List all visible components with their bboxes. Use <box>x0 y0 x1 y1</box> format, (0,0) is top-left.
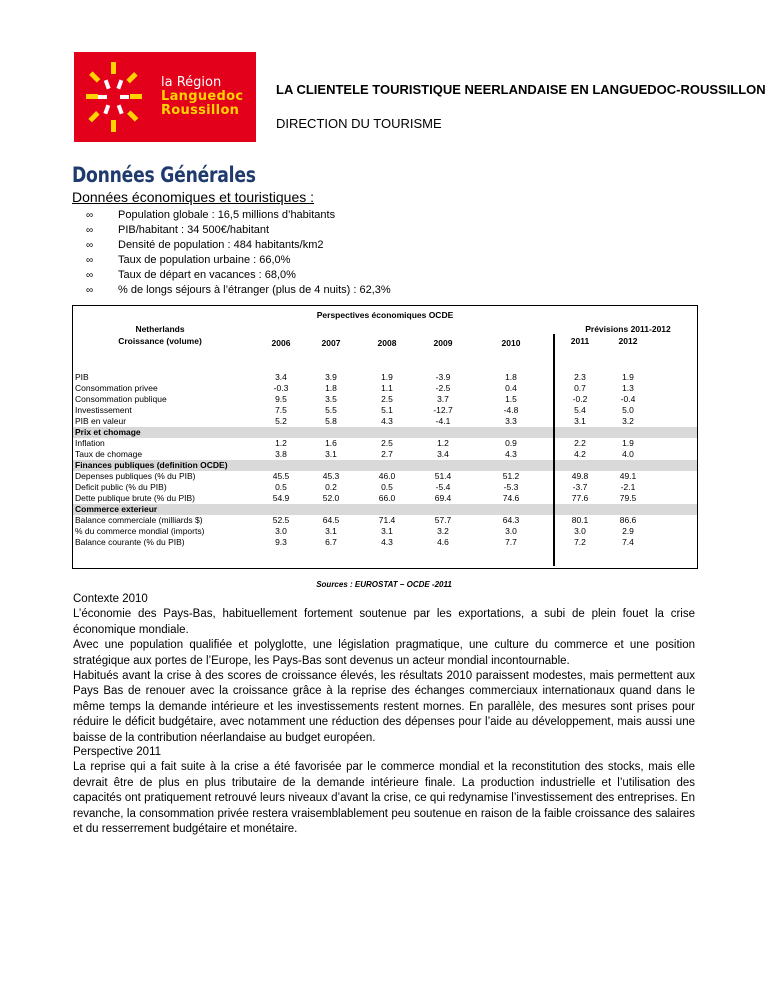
table-cell: 71.4 <box>378 515 396 525</box>
table-cell: 3.1 <box>325 526 337 536</box>
table-cell: 66.0 <box>378 493 396 503</box>
table-row <box>73 471 697 482</box>
table-cell: -0.2 <box>572 394 588 404</box>
bullet-marker-icon: ∞ <box>86 255 94 266</box>
table-row <box>73 537 697 548</box>
table-row <box>73 394 697 405</box>
oecd-table <box>72 305 698 569</box>
region-logo <box>74 52 256 142</box>
bullet-text: Taux de population urbaine : 66,0% <box>118 254 291 266</box>
bullet-item <box>86 208 391 223</box>
table-cell: 3.4 <box>437 449 449 459</box>
perspective-paragraph-1: La reprise qui a fait suite à la crise a été favorisée par le commerce mondial et la reconstitution des stocks, mais elle devrait être de plus en plus tributaire de la demande intérieure finale. La production industrielle et l’utilisation des capacités ont pratiquement retrouvé leurs niveaux d’avant la crise, ce qui redynamise l’investissement des entreprises. En revanche, la consommation privée restera vraisemblablement peu soutenue en raison de la faible croissance des salaires et du resserrement budgétaire et monétaire. <box>73 761 695 836</box>
table-cell: 0.7 <box>574 383 586 393</box>
context-heading: Contexte 2010 <box>73 593 148 605</box>
table-cell: 45.5 <box>272 471 290 481</box>
table-cell: 3.1 <box>574 416 586 426</box>
table-cell: 4.2 <box>574 449 586 459</box>
country-label: Netherlands <box>135 324 185 334</box>
row-label: Inflation <box>75 438 105 448</box>
row-label: Finances publiques (definition OCDE) <box>75 460 228 470</box>
table-cell: 51.4 <box>434 471 452 481</box>
year-header: 2010 <box>501 338 521 348</box>
bullet-item <box>86 283 391 298</box>
context-section <box>73 592 695 746</box>
category-row <box>73 504 697 515</box>
table-cell: 4.3 <box>381 537 393 547</box>
bullet-text: Densité de population : 484 habitants/km2 <box>118 239 324 251</box>
table-cell: 2.5 <box>381 438 393 448</box>
table-cell: 7.7 <box>505 537 517 547</box>
table-cell: 1.9 <box>381 372 393 382</box>
table-cell: 1.5 <box>505 394 517 404</box>
table-cell: 57.7 <box>434 515 452 525</box>
logo-line1: la Région <box>161 75 222 90</box>
table-row <box>73 405 697 416</box>
bullet-marker-icon: ∞ <box>86 210 94 221</box>
bullet-item <box>86 223 391 238</box>
table-cell: 3.4 <box>275 372 287 382</box>
row-label: Prix et chomage <box>75 427 141 437</box>
table-cell: 74.6 <box>502 493 520 503</box>
table-row <box>73 416 697 427</box>
row-label: Depenses publiques (% du PIB) <box>75 471 196 481</box>
table-cell: 3.8 <box>275 449 287 459</box>
table-cell: 5.1 <box>381 405 393 415</box>
forecast-header: Prévisions 2011-2012 <box>585 324 671 334</box>
table-cell: 1.1 <box>381 383 393 393</box>
first-category-label: Croissance (volume) <box>118 336 202 346</box>
bullet-item <box>86 268 391 283</box>
table-cell: 64.3 <box>502 515 520 525</box>
row-label: % du commerce mondial (imports) <box>75 526 205 536</box>
table-cell: 49.1 <box>619 471 637 481</box>
table-cell: 1.3 <box>622 383 634 393</box>
table-cell: 45.3 <box>322 471 340 481</box>
table-cell: -4.8 <box>503 405 519 415</box>
table-cell: 2.9 <box>622 526 634 536</box>
table-cell: 1.8 <box>325 383 337 393</box>
table-cell: -5.4 <box>435 482 451 492</box>
year-header: 2008 <box>377 338 397 348</box>
table-cell: 54.9 <box>272 493 290 503</box>
table-cell: 79.5 <box>619 493 637 503</box>
bullet-marker-icon: ∞ <box>86 240 94 251</box>
row-label: Commerce exterieur <box>75 504 158 514</box>
table-row <box>73 372 697 383</box>
table-cell: 0.4 <box>505 383 517 393</box>
table-title: Perspectives économiques OCDE <box>316 310 454 320</box>
table-cell: -3.7 <box>572 482 588 492</box>
document-title: LA CLIENTELE TOURISTIQUE NEERLANDAISE EN LANGUEDOC-ROUSSILLON <box>276 82 766 97</box>
row-label: PIB <box>75 372 89 382</box>
table-cell: 5.0 <box>622 405 634 415</box>
table-cell: 3.9 <box>325 372 337 382</box>
table-row <box>73 449 697 460</box>
bullet-item <box>86 253 391 268</box>
logo-line3: Roussillon <box>161 103 240 118</box>
table-row <box>73 515 697 526</box>
key-figures-list <box>86 208 391 298</box>
table-cell: 5.8 <box>325 416 337 426</box>
table-cell: 3.3 <box>505 416 517 426</box>
table-cell: 3.1 <box>325 449 337 459</box>
section-subtitle: Données économiques et touristiques : <box>72 189 315 205</box>
table-cell: 6.7 <box>325 537 337 547</box>
row-label: Deficit public (% du PIB) <box>75 482 167 492</box>
table-cell: 9.3 <box>275 537 287 547</box>
table-cell: 4.3 <box>381 416 393 426</box>
logo-line2: Languedoc <box>161 89 244 104</box>
row-label: Investissement <box>75 405 132 415</box>
table-cell: 1.2 <box>275 438 287 448</box>
table-cell: 2.5 <box>381 394 393 404</box>
year-header: 2009 <box>433 338 453 348</box>
logo-text <box>161 76 243 118</box>
table-cell: 3.0 <box>574 526 586 536</box>
table-cell: 80.1 <box>571 515 589 525</box>
row-label: Consommation publique <box>75 394 167 404</box>
table-cell: 0.5 <box>381 482 393 492</box>
table-cell: 51.2 <box>502 471 520 481</box>
table-cell: -0.4 <box>620 394 636 404</box>
document-subtitle: DIRECTION DU TOURISME <box>276 116 442 131</box>
table-row <box>73 383 697 394</box>
table-row <box>73 493 697 504</box>
category-row <box>73 427 697 438</box>
table-cell: 2.2 <box>574 438 586 448</box>
row-label: Balance courante (% du PIB) <box>75 537 185 547</box>
table-cell: 4.3 <box>505 449 517 459</box>
row-label: Dette publique brute (% du PIB) <box>75 493 196 503</box>
year-header: 2011 <box>570 336 590 346</box>
table-cell: 1.8 <box>505 372 517 382</box>
table-cell: 3.0 <box>505 526 517 536</box>
bullet-text: % de longs séjours à l’étranger (plus de 4 nuits) : 62,3% <box>118 284 391 296</box>
table-cell: -4.1 <box>435 416 451 426</box>
bullet-text: Population globale : 16,5 millions d’habitants <box>118 209 336 221</box>
perspective-section <box>73 745 695 837</box>
category-row <box>73 460 697 471</box>
table-cell: 86.6 <box>619 515 637 525</box>
year-header: 2007 <box>321 338 341 348</box>
context-paragraph-1: L’économie des Pays-Bas, habituellement fortement soutenue par les exportations, a subi de plein fouet la crise économique mondiale. <box>73 608 695 636</box>
bullet-text: Taux de départ en vacances : 68,0% <box>118 269 296 281</box>
table-cell: 77.6 <box>571 493 589 503</box>
perspective-heading: Perspective 2011 <box>73 746 162 758</box>
table-cell: 3.0 <box>275 526 287 536</box>
table-cell: 5.4 <box>574 405 586 415</box>
table-cell: 3.7 <box>437 394 449 404</box>
table-cell: -0.3 <box>273 383 289 393</box>
year-header: 2006 <box>271 338 291 348</box>
table-cell: 2.3 <box>574 372 586 382</box>
table-cell: -12.7 <box>433 405 453 415</box>
table-cell: 9.5 <box>275 394 287 404</box>
table-cell: -2.1 <box>620 482 636 492</box>
table-cell: 0.2 <box>325 482 337 492</box>
table-cell: 3.2 <box>437 526 449 536</box>
table-cell: 52.0 <box>322 493 340 503</box>
table-cell: 0.5 <box>275 482 287 492</box>
table-cell: 64.5 <box>322 515 340 525</box>
row-label: Taux de chomage <box>75 449 143 459</box>
bullet-marker-icon: ∞ <box>86 270 94 281</box>
table-cell: 46.0 <box>378 471 396 481</box>
year-header: 2012 <box>618 336 638 346</box>
context-paragraph-3: Habitués avant la crise à des scores de croissance élevés, les résultats 2010 paraissent modestes, mais permettent aux Pays Bas de renouer avec la croissance grâce à la reprise des échanges commerciaux internationaux quand dans le même temps la demande intérieure et les investissements restent mornes. En parallèle, des mesures sont prises pour réduire le déficit budgétaire, avec notamment une réduction des dépenses pour l’aide au développement, mais aussi une baisse de la contribution néerlandaise au budget européen. <box>73 670 695 744</box>
table-cell: -2.5 <box>435 383 451 393</box>
table-cell: 5.2 <box>275 416 287 426</box>
table-cell: 1.9 <box>622 372 634 382</box>
section-title: Données Générales <box>72 163 256 187</box>
context-paragraph-2: Avec une population qualifiée et polyglotte, une législation pragmatique, une culture du commerce et une position stratégique aux portes de l’Europe, les Pays-Bas sont devenus un acteur mondial incontournable. <box>73 639 695 667</box>
row-label: Consommation privee <box>75 383 158 393</box>
table-row <box>73 438 697 449</box>
bullet-text: PIB/habitant : 34 500€/habitant <box>118 224 270 236</box>
table-cell: 1.2 <box>437 438 449 448</box>
bullet-marker-icon: ∞ <box>86 225 94 236</box>
table-cell: 7.2 <box>574 537 586 547</box>
table-cell: 4.0 <box>622 449 634 459</box>
table-cell: 4.6 <box>437 537 449 547</box>
table-cell: -5.3 <box>503 482 519 492</box>
table-row <box>73 482 697 493</box>
table-cell: 7.5 <box>275 405 287 415</box>
table-cell: 52.5 <box>272 515 290 525</box>
forecast-separator <box>553 334 555 566</box>
table-cell: 3.5 <box>325 394 337 404</box>
table-cell: 7.4 <box>622 537 634 547</box>
table-cell: 5.5 <box>325 405 337 415</box>
table-cell: 49.8 <box>571 471 589 481</box>
table-cell: 2.7 <box>381 449 393 459</box>
table-cell: 1.6 <box>325 438 337 448</box>
table-cell: -3.9 <box>435 372 451 382</box>
table-cell: 69.4 <box>434 493 452 503</box>
bullet-marker-icon: ∞ <box>86 285 94 296</box>
sources-note: Sources : EUROSTAT – OCDE -2011 <box>316 580 452 589</box>
row-label: Balance commerciale (milliards $) <box>75 515 203 525</box>
table-row <box>73 526 697 537</box>
table-cell: 3.1 <box>381 526 393 536</box>
row-label: PIB en valeur <box>75 416 127 426</box>
table-cell: 0.9 <box>505 438 517 448</box>
table-cell: 1.9 <box>622 438 634 448</box>
table-cell: 3.2 <box>622 416 634 426</box>
bullet-item <box>86 238 391 253</box>
